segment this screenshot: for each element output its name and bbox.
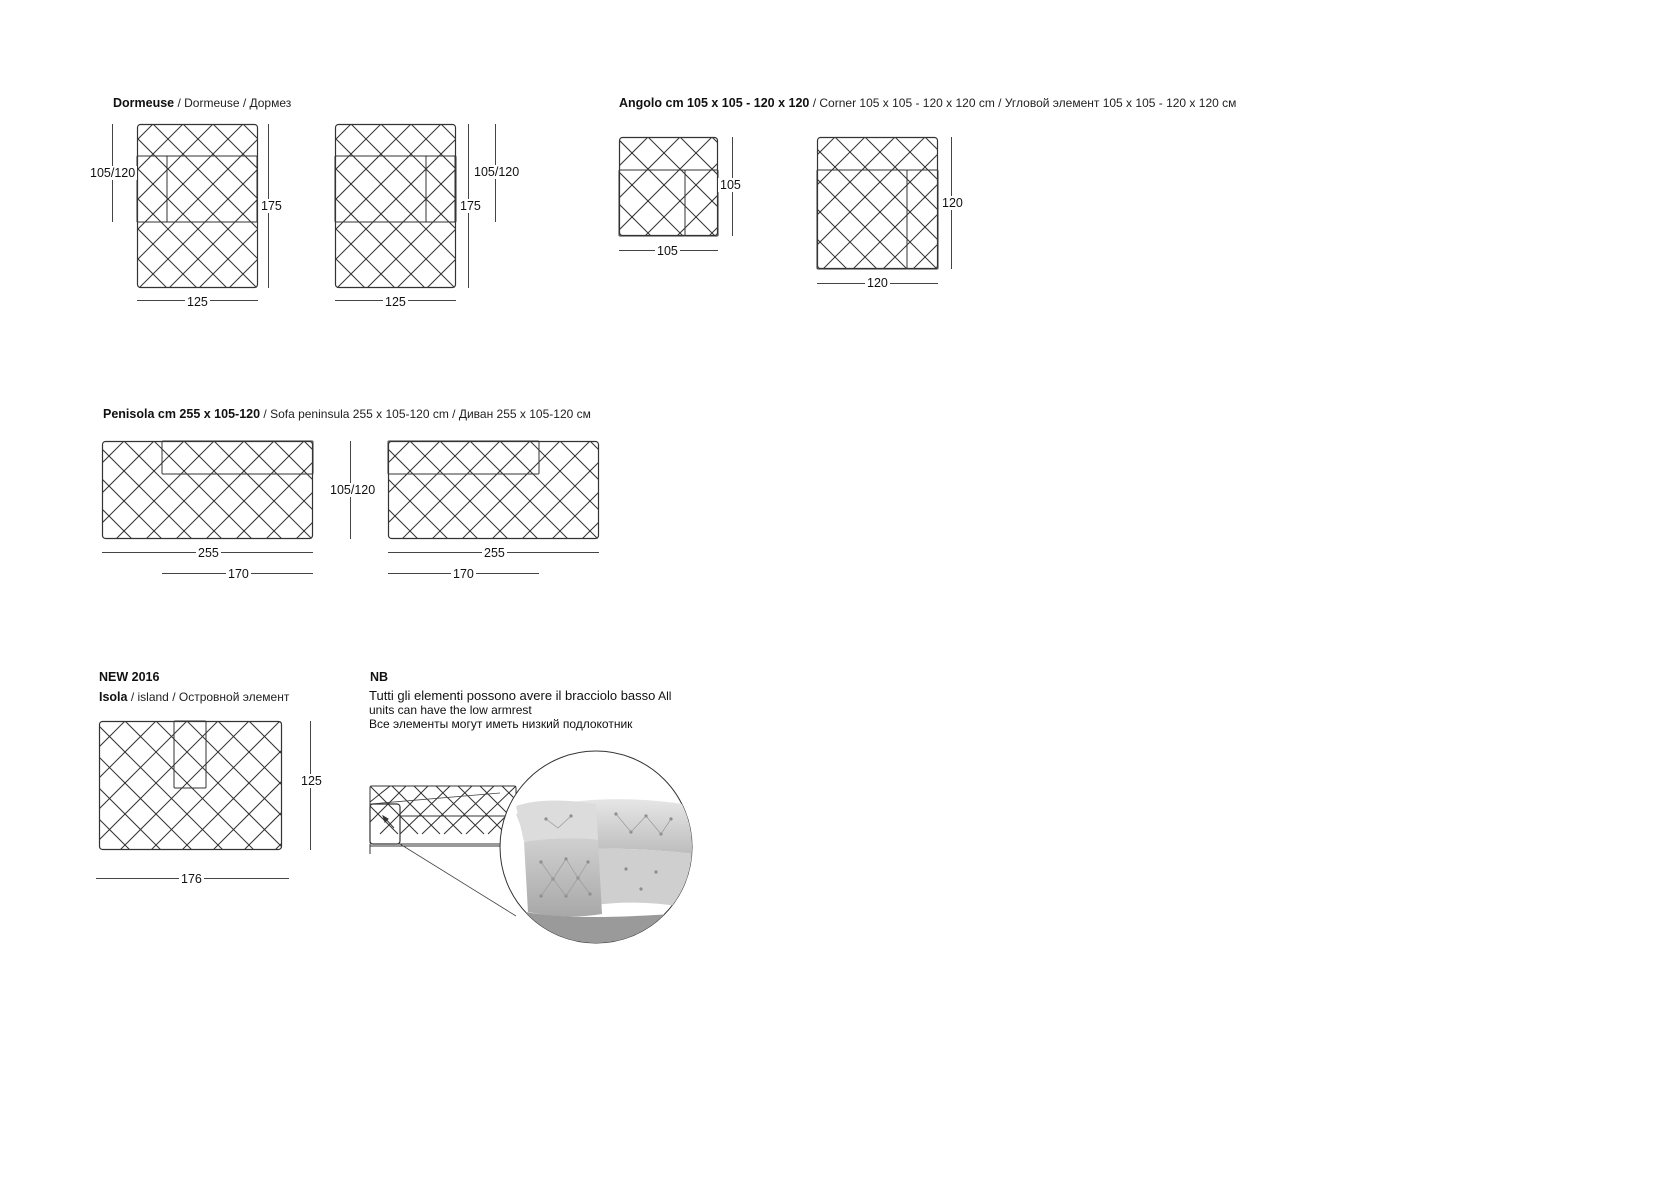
angolo-title-bold: Angolo cm 105 x 105 - 120 x 120: [619, 96, 810, 110]
dormeuse-title-bold: Dormeuse: [113, 96, 175, 110]
isola-new-label-text: NEW 2016: [99, 670, 160, 684]
note-line-1-rest: All: [655, 689, 672, 703]
note-line-1: [369, 688, 671, 703]
dormeuse-title: [113, 96, 291, 110]
dormeuse-left-height-label: 175: [261, 199, 282, 213]
armrest-sofa-plan: [370, 786, 516, 854]
dormeuse-left-width-label: 125: [187, 295, 208, 309]
penisola-title-translations: / Sofa peninsula 255 x 105-120 cm / Диван 255 x 105-120 см: [260, 407, 591, 421]
penisola-right-total-label: 255: [484, 546, 505, 560]
note-line-3: Все элементы могут иметь низкий подлокотник: [369, 717, 633, 731]
angolo-title: [619, 96, 1236, 110]
penisola-right-part-label: 170: [453, 567, 474, 581]
penisola-title-bold: Penisola cm 255 x 105-120: [103, 407, 261, 421]
note-label: [370, 670, 388, 684]
isola-title-translations: / island / Островной элемент: [127, 690, 290, 704]
dormeuse-left-depth-label: 105/120: [90, 166, 136, 180]
dormeuse-right-depth-label: 105/120: [474, 165, 520, 179]
armrest-leader-bottom: [400, 844, 516, 916]
isola-title-bold: Isola: [99, 690, 128, 704]
angolo-large-drawing: [817, 137, 938, 269]
note-line-2: units can have the low armrest: [369, 703, 532, 717]
angolo-large-side-label: 120: [942, 196, 963, 210]
penisola-left-total-label: 255: [198, 546, 219, 560]
penisola-right-drawing: [388, 441, 599, 539]
angolo-title-translations: / Corner 105 x 105 - 120 x 120 cm / Угловой элемент 105 x 105 - 120 x 120 см: [809, 96, 1237, 110]
penisola-left-drawing: [102, 441, 313, 539]
isola-new-label: [99, 670, 159, 684]
penisola-title: [103, 407, 591, 421]
note-label-text: NB: [370, 670, 389, 684]
dormeuse-right-drawing: [335, 124, 456, 288]
angolo-large-bottom-label: 120: [867, 276, 888, 290]
armrest-detail-illustration: [366, 744, 696, 949]
isola-height-label: 125: [301, 774, 322, 788]
note-line-1-bold: Tutti gli elementi possono avere il bracciolo basso: [369, 688, 656, 703]
armrest-photo: [516, 799, 696, 949]
penisola-depth-label: 105/120: [330, 483, 376, 497]
angolo-small-drawing: [619, 137, 718, 236]
isola-title: [99, 690, 289, 704]
dormeuse-right-height-label: 175: [460, 199, 481, 213]
dormeuse-right-width-label: 125: [385, 295, 406, 309]
dormeuse-left-drawing: [137, 124, 258, 288]
isola-drawing: [99, 721, 282, 850]
dormeuse-title-translations: / Dormeuse / Дормез: [174, 96, 292, 110]
penisola-left-part-label: 170: [228, 567, 249, 581]
angolo-small-side-label: 105: [720, 178, 741, 192]
isola-width-label: 176: [181, 872, 202, 886]
angolo-small-bottom-label: 105: [657, 244, 678, 258]
